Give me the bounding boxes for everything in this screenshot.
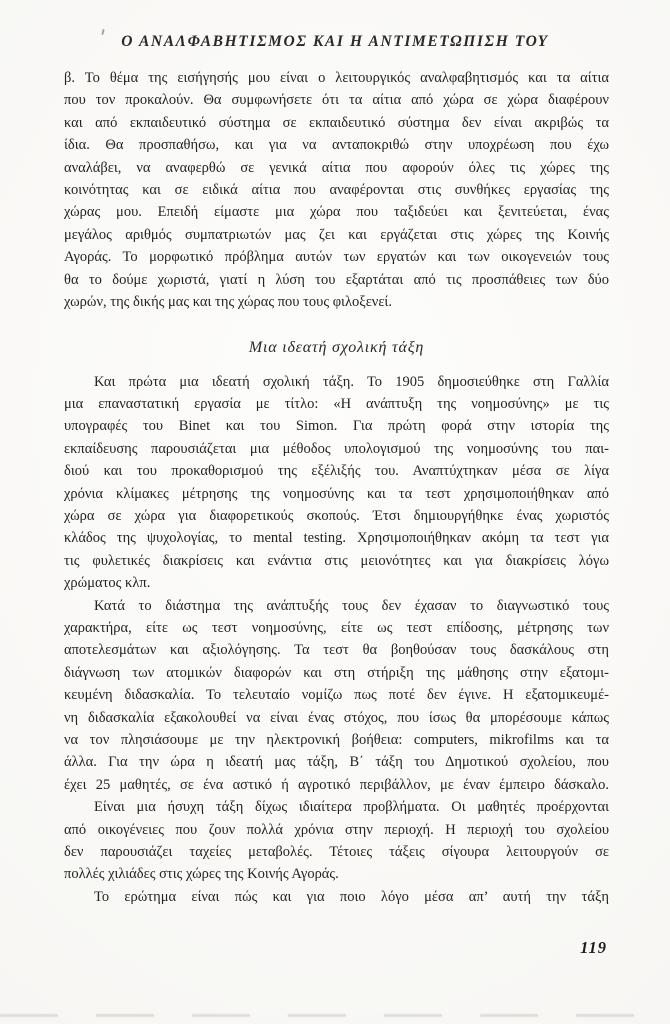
- text-line: ίδια. Θα προσπαθήσω, και για να ανταποκριθώ στην υποχρέωση που έχω: [64, 137, 609, 154]
- text-line: κλάδος της ψυχολογίας, το mental testing. Χρησιμοποιήθηκαν ακόμη τα τεστ για: [64, 530, 609, 547]
- text-line: Το ερώτημα είναι πώς και για ποιο λόγο μέσα απ’ αυτή την τάξη: [94, 888, 609, 905]
- text-line: να τον πλησιάσουμε με την ηλεκτρονική βοήθεια: computers, mikrofilms και τα: [64, 731, 609, 748]
- text-line: νη διδασκαλία εξακολουθεί να είναι ένας στόχος, που ίσως θα μπορέσουμε κάπως: [64, 709, 609, 726]
- text-line: και από εκπαιδευτικό σύστημα σε εκπαιδευτικό σύστημα δεν είναι ακριβώς τα: [64, 114, 609, 131]
- section-subheading: Μια ιδεατή σχολική τάξη: [248, 339, 425, 357]
- text-line: μια επαναστατική εργασία με τίτλο: «Η ανάπτυξη της νοημοσύνης» με τις: [64, 396, 609, 413]
- text-line: από οικογένειες που ζουν πολλά χρόνια στην περιοχή. Η περιοχή του σχολείου: [64, 821, 609, 838]
- text-line: Αγοράς. Το μορφωτικό πρόβλημα αυτών των εργατών και των οικογενειών τους: [64, 249, 609, 266]
- text-line: χώρας μου. Επειδή είμαστε μια χώρα που ταξιδεύει και ξενιτεύεται, ένας: [64, 204, 609, 221]
- text-line: έχει 25 μαθητές, σε ένα αστικό ή αγροτικό περιβάλλον, με έναν έμπειρο δάσκαλο.: [64, 776, 609, 793]
- text-line: Και πρώτα μια ιδεατή σχολική τάξη. Το 1905 δημοσιεύθηκε στη Γαλλία: [94, 373, 609, 390]
- text-line: διάγνωση των ατομικών διαφορών και στη στήριξη της μάθησης στην εξατομι-: [64, 664, 609, 681]
- text-line: χώρα σε χώρα για διαφορετικούς σκοπούς. Έτσι δημιουργήθηκε ένας χωριστός: [64, 508, 609, 525]
- paragraph: [64, 371, 609, 595]
- scan-edge-artifact: [0, 1014, 670, 1017]
- text-line: χρόνια κλίμακες μέτρησης της νοημοσύνης και τα τεστ χρησιμοποιήθηκαν από: [64, 485, 609, 502]
- paragraph: [64, 886, 609, 908]
- paragraph: [64, 595, 609, 797]
- page-number: 119: [580, 938, 607, 957]
- text-line: διού και του προκαθορισμού της εξέλιξής του. Αναπτύχτηκαν μέσα σε λίγα: [64, 463, 609, 480]
- text-line: υπογραφές του Binet και του Simon. Για πρώτη φορά στην ιστορία της: [64, 418, 609, 435]
- text-line: Είναι μια ήσυχη τάξη δίχως ιδιαίτερα προβλήματα. Οι μαθητές προέρχονται: [94, 799, 609, 816]
- text-line: δεν παρουσιάζει ταχείες μεταβολές. Τέτοιες τάξεις σίγουρα λειτουργούν σε: [64, 843, 609, 860]
- text-line: αποτελεσμάτων και αξιολόγησης. Τα τεστ θα βοηθούσαν τους δασκάλους στη: [64, 642, 609, 659]
- text-line: τις φυλετικές διακρίσεις και ενάντια στις μειονότητες και για διακρίσεις λόγω: [64, 552, 609, 569]
- text-line: μεγάλος αριθμός συμπατριωτών μας ζει και εργάζεται στις χώρες της Κοινής: [64, 226, 609, 243]
- text-line: άλλα. Για την ώρα η ιδεατή μας τάξη, Β΄ τάξη του Δημοτικού σχολείου, που: [64, 754, 609, 771]
- paragraph: [64, 796, 609, 886]
- text-line: Κατά το διάστημα της ανάπτυξής τους δεν έχασαν το διαγνωστικό τους: [94, 597, 609, 614]
- running-head: Ο ΑΝΑΛΦΑΒΗΤΙΣΜΟΣ ΚΑΙ Η ΑΝΤΙΜΕΤΩΠΙΣΗ ΤΟΥ: [121, 33, 549, 50]
- paragraph: [64, 67, 609, 313]
- page-body: [64, 67, 609, 908]
- text-line: κευμένη διδασκαλία. Το τελευταίο νομίζω πως ποτέ δεν έγινε. Η εξατομικευμέ-: [64, 687, 609, 704]
- text-line: πολλές χιλιάδες στις χώρες της Κοινής Αγοράς.: [64, 866, 339, 883]
- text-line: χαρακτήρα, είτε ως τεστ νοημοσύνης, είτε ως τεστ επίδοσης, μέτρησης των: [64, 619, 609, 636]
- text-line: χρώματος κλπ.: [64, 575, 151, 592]
- text-line: που τον προκαλούν. Θα συμφωνήσετε ότι τα αίτια από χώρα σε χώρα διαφέρουν: [64, 92, 609, 109]
- text-line: β. Το θέμα της εισήγησής μου είναι ο λειτουργικός αναλφαβητισμός και τα αίτια: [64, 70, 609, 86]
- text-line: αναλάβει, να αναφερθώ σε γενικά αίτια που αφορούν όλες τις χώρες της: [64, 159, 609, 176]
- text-line: εκπαίδευσης παρουσιάζεται μια μέθοδος υπολογισμού της νοημοσύνης του παι-: [64, 440, 609, 457]
- text-line: κοινότητας και σε ειδικά αίτια που αναφέρονται στις συνθήκες εργασίας της: [64, 181, 609, 198]
- text-line: χωρών, της δικής μας και της χώρας που τους φιλοξενεί.: [64, 293, 392, 310]
- text-line: θα το δούμε χωριστά, γιατί η λύση του εξαρτάται από τις προσπάθειες των δύο: [64, 271, 609, 288]
